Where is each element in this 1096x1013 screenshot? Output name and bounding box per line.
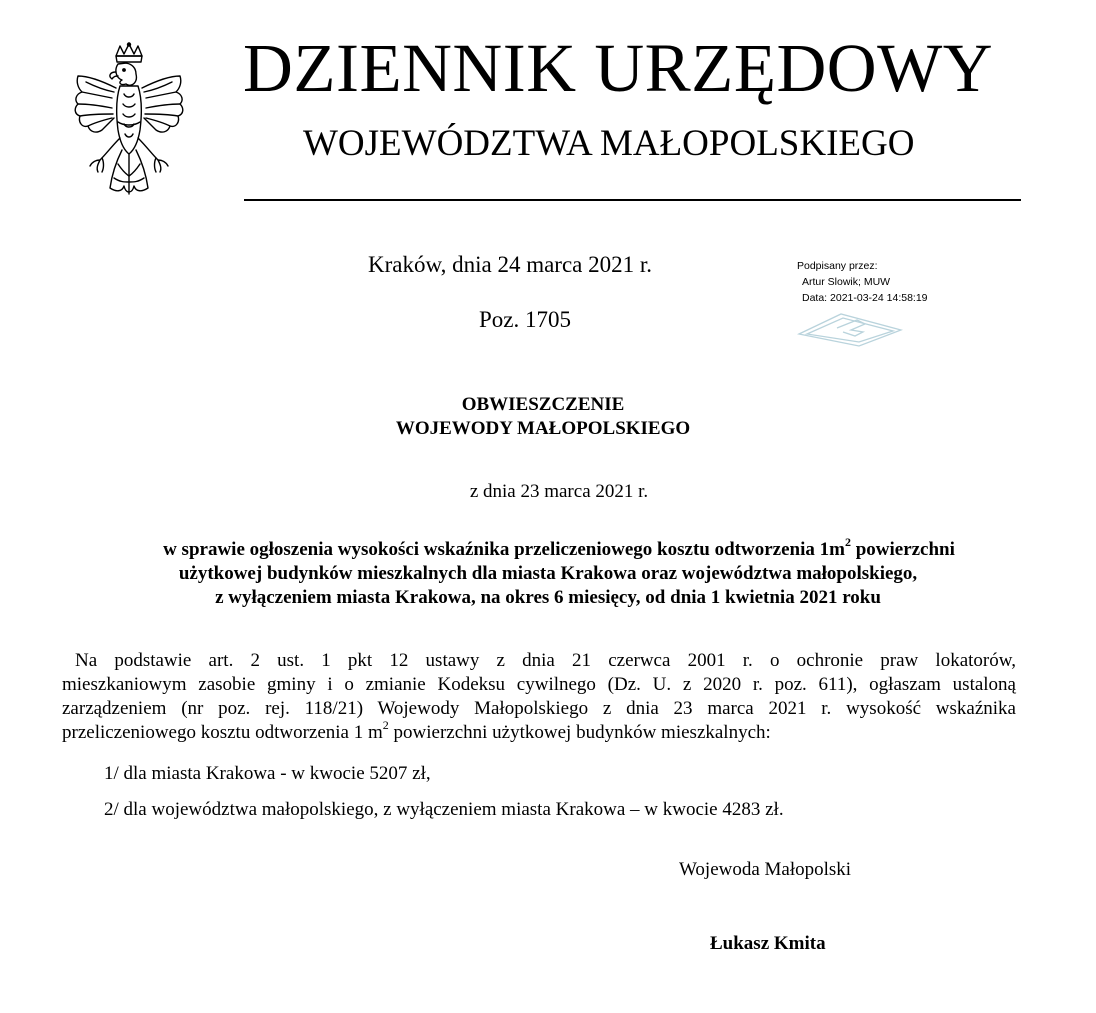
subject-line-2: użytkowej budynków mieszkalnych dla miasta Krakowa oraz województwa małopolskiego, — [178, 563, 918, 584]
journal-title: DZIENNIK URZĘDOWY — [243, 30, 994, 106]
header-divider — [244, 199, 1021, 201]
subject-superscript: 2 — [844, 534, 851, 549]
subject-line-3: z wyłączeniem miasta Krakowa, na okres 6 miesięcy, od dnia 1 kwietnia 2021 roku — [215, 587, 881, 608]
signature-label: Podpisany przez: — [797, 260, 878, 272]
body-line-4-text: przeliczeniowego kosztu odtworzenia 1 m — [62, 722, 383, 743]
signatory-name: Łukasz Kmita — [710, 933, 826, 954]
document-type: OBWIESZCZENIE — [461, 394, 625, 415]
signature-watermark-icon — [797, 312, 903, 348]
signatory-office: Wojewoda Małopolski — [679, 859, 852, 880]
body-line-1: Na podstawie art. 2 ust. 1 pkt 12 ustawy z dnia 21 czerwca 2001 r. o ochronie praw lokatorów, — [75, 650, 1016, 671]
journal-subtitle: WOJEWÓDZTWA MAŁOPOLSKIEGO — [303, 123, 915, 164]
document-date-text: z dnia 23 marca 2021 r. — [469, 481, 649, 502]
document-subject — [0, 534, 1096, 610]
subject-line-1 — [11, 534, 1096, 562]
position-number: Poz. 1705 — [479, 307, 571, 332]
body-line-2: mieszkaniowym zasobie gminy i o zmianie Kodeksu cywilnego (Dz. U. z 2020 r. poz. 611), ogłaszam ustaloną — [62, 674, 1016, 695]
place-date: Kraków, dnia 24 marca 2021 r. — [368, 252, 653, 277]
subject-line-1-end: powierzchni — [850, 539, 955, 560]
document-heading — [0, 393, 1096, 441]
body-line-4 — [62, 717, 1016, 745]
digital-signature-block — [797, 258, 1047, 306]
body-line-4-end: powierzchni użytkowej budynków mieszkalnych: — [388, 722, 771, 743]
list-item: 1/ dla miasta Krakowa - w kwocie 5207 zł, — [104, 763, 431, 784]
document-body — [62, 649, 1016, 745]
document-issuer: WOJEWODY MAŁOPOLSKIEGO — [395, 418, 691, 439]
body-line-3: zarządzeniem (nr poz. rej. 118/21) Wojewody Małopolskiego z dnia 23 marca 2021 r. wysokość wskaźnika — [62, 698, 1016, 719]
subject-line-1-text: w sprawie ogłoszenia wysokości wskaźnika przeliczeniowego kosztu odtworzenia 1m — [163, 539, 845, 560]
signature-date: Data: 2021-03-24 14:58:19 — [802, 292, 928, 304]
signature-signer: Artur Slowik; MUW — [802, 276, 891, 288]
body-superscript: 2 — [382, 717, 389, 732]
list-item: 2/ dla województwa małopolskiego, z wyłączeniem miasta Krakowa – w kwocie 4283 zł. — [104, 799, 784, 820]
document-date — [0, 479, 1096, 505]
eagle-emblem-icon — [66, 42, 192, 206]
